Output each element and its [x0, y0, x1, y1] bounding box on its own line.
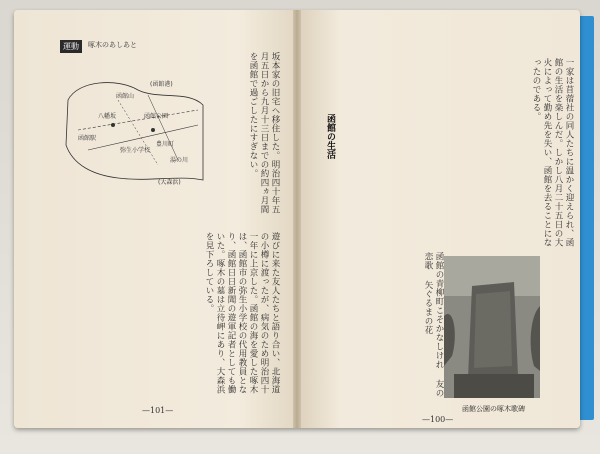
map-label: 弥生小学校 [120, 147, 151, 154]
right-lower-text: 函館の青柳町こそかなしけれ 友の恋歌 矢ぐるまの花 [423, 252, 444, 398]
map-label: (函館港) [150, 81, 173, 88]
left-lower-text: 遊びに来た友人たちと語り合い、北海道の小樽に渡ったが、病気のため明治四十一年に上京した。函館の海を愛した啄木は、函館市の弥生小学校の代用教員となり、函館日日新聞の遊軍記者としても働いた。啄木の墓は立待岬にあり、大森浜を見下ろしている。 [204, 232, 280, 394]
monument-photo [444, 256, 540, 398]
map-label: 函館公園 [144, 113, 169, 120]
section-heading: 函館の生活 [325, 114, 335, 159]
open-book [14, 10, 580, 428]
monument-photo-image [444, 256, 540, 398]
book-gutter [293, 10, 301, 428]
page-number-left: —101— [142, 406, 174, 415]
running-head-tag: 運動 [60, 40, 82, 53]
photo-caption: 函館公園の啄木歌碑 [462, 405, 525, 413]
map-label: 函館駅 [78, 135, 97, 142]
running-head-title: 啄木のあしあと [88, 41, 137, 49]
right-upper-text: 一家は苜蓿社の同人たちに温かく迎えられ、函館の生活を楽しんだ。しかし八月二十五日の大火によって勤め先を失い、函館を去ることになったのである。 [531, 58, 574, 247]
page-number-right: —100— [422, 415, 454, 424]
map-label: (大森浜) [158, 179, 181, 186]
left-upper-text: 坂本家の旧宅へ移住した。明治四十年五月五日から九月十三日までの約四ヵ月間を函館で過ごしたにすぎない。 [248, 52, 280, 214]
map-label: 八幡坂 [98, 113, 117, 120]
map-label: 豊川町 [156, 141, 175, 148]
city-map [58, 70, 208, 190]
map-label: 湯の川 [170, 157, 189, 164]
map-label: 函館山 [116, 93, 135, 100]
